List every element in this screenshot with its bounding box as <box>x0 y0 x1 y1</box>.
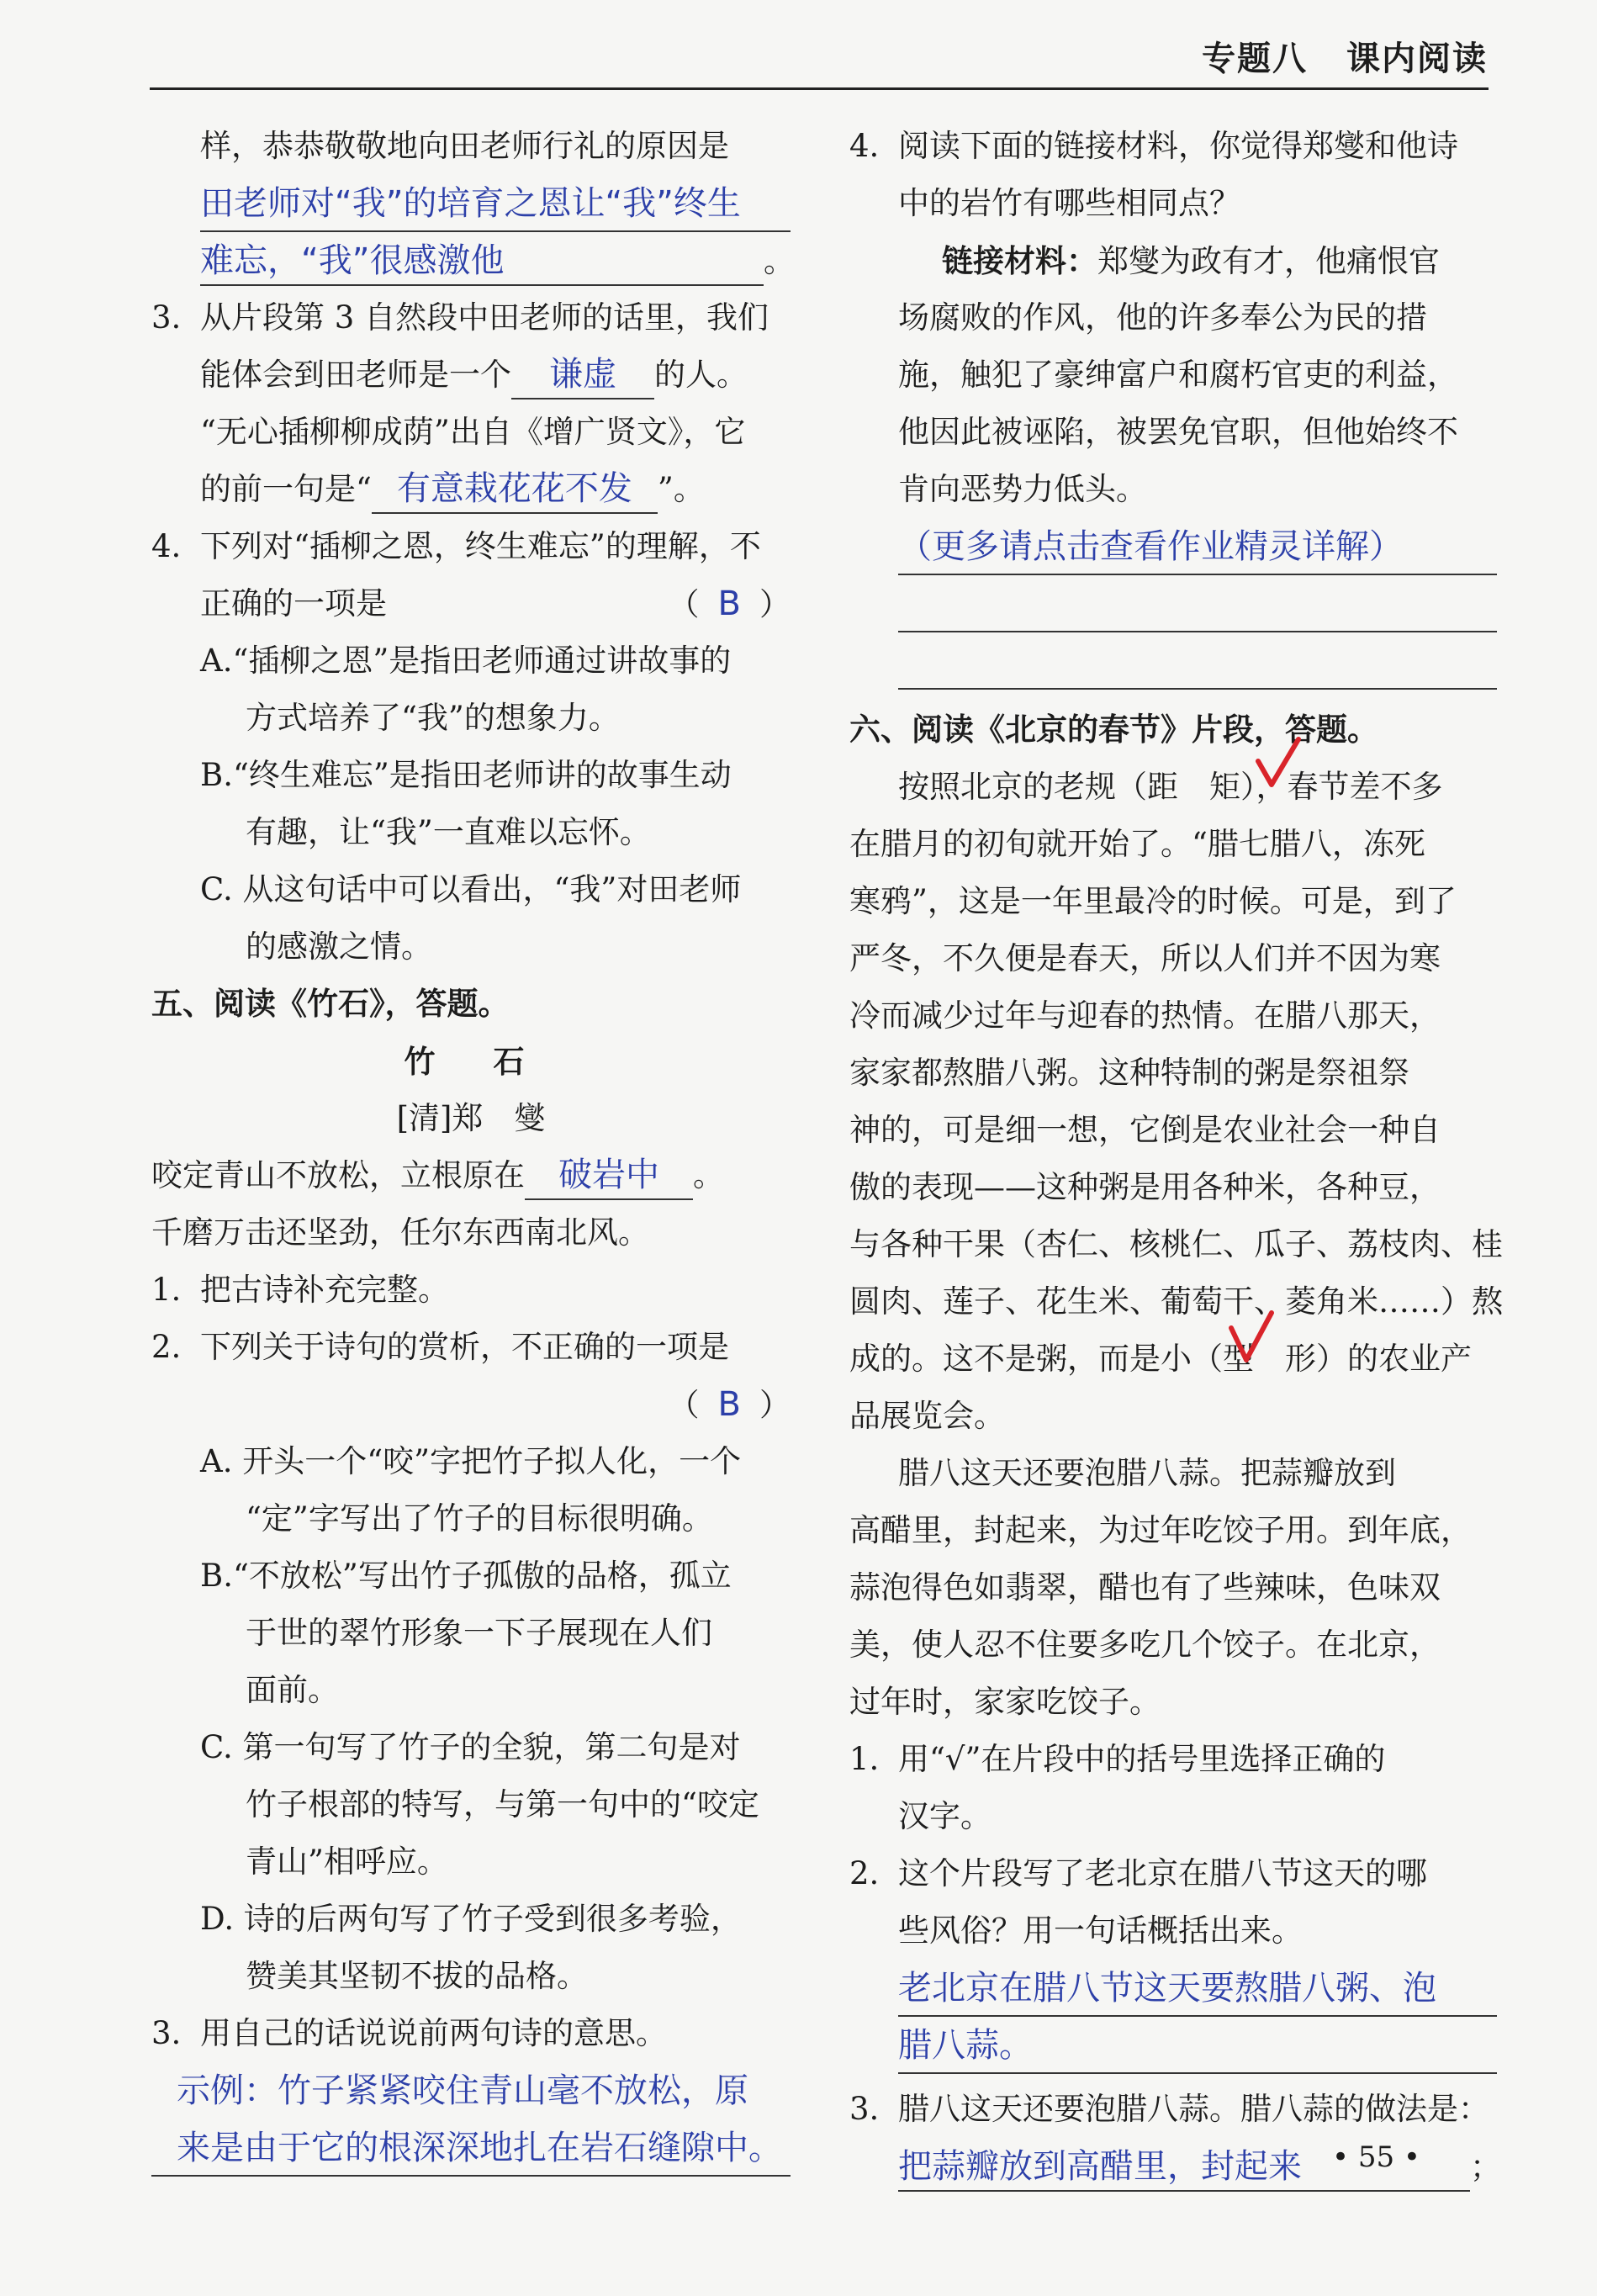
check-mark-icon-3 <box>1226 1308 1277 1367</box>
q2-answer-1: 田老师对“我”的培育之恩让“我”终生 <box>200 184 741 223</box>
q4-line-1 <box>151 518 791 575</box>
passage-b-4: 美，使人忍不住要多吃几个饺子。在北京， <box>849 1627 1441 1663</box>
poem-q3-number: 3. <box>151 2015 182 2051</box>
q2-answer-2: 难忘，“我”很感激他 <box>200 241 505 280</box>
passage-a-2: 在腊月的初旬就开始了。“腊七腊八，冻死 <box>849 826 1425 862</box>
poem-title: 竹 石 <box>404 1043 538 1080</box>
r-q4-answer: （更多请点击查看作业精灵详解） <box>898 527 1403 566</box>
q4-paren-close: ） <box>759 586 791 622</box>
poem-q2-text: 下列关于诗句的赏析，不正确的一项是 <box>200 1329 729 1365</box>
r-s2-number: 2. <box>849 1855 880 1891</box>
q4-paren-open: （ <box>668 586 700 622</box>
poem-line-1-end: 。 <box>693 1157 724 1193</box>
poem-line-1-text: 咬定青山不放松，立根原在 <box>151 1157 525 1193</box>
r-q4-line-1 <box>849 118 1497 175</box>
passage-a-7: 神的，可是细一想，它倒是农业社会一种自 <box>849 1112 1441 1148</box>
r-s2-answer-1: 老北京在腊八节这天要熬腊八粥、泡 <box>898 1969 1436 2008</box>
poem-line-2: 千磨万击还坚劲，任尔东西南北风。 <box>151 1214 649 1251</box>
section-5-heading: 五、阅读《竹石》，答题。 <box>151 986 510 1022</box>
r-s3-text-1: 腊八这天还要泡腊八蒜。腊八蒜的做法是： <box>898 2091 1489 2127</box>
link-material-label: 链接材料： <box>942 242 1097 279</box>
passage-a-1: 按照北京的老规（距 矩），春节差不多 <box>898 769 1443 805</box>
poem-option-c-3: 青山”相呼应。 <box>246 1844 448 1880</box>
poem-q2-choice-answer: B <box>717 1385 741 1424</box>
passage-b-2: 高醋里，封起来，为过年吃饺子用。到年底， <box>849 1512 1472 1548</box>
passage-a-12: 品展览会。 <box>849 1398 1005 1434</box>
header-series: 专题八 <box>1202 40 1309 78</box>
q4-option-b-2: 有趣，让“我”一直难以忘怀。 <box>246 814 651 850</box>
poem-q3-answer-text-1: 示例：竹子紧紧咬住青山毫不放松，原 <box>177 2071 748 2110</box>
poem-blank-answer: 破岩中 <box>525 1151 693 1200</box>
q3-text-4b: ”。 <box>657 471 705 507</box>
poem-q2 <box>151 1319 791 1376</box>
link-material-text-1: 郑燮为政有才，他痛恨官 <box>1097 243 1440 279</box>
poem-q2-paren-open: （ <box>668 1387 700 1423</box>
poem-q2-paren-close: ） <box>759 1387 791 1423</box>
r-q4-answer-line-3 <box>898 632 1497 690</box>
q3-blank-answer-2: 有意栽花花不发 <box>372 465 658 514</box>
passage-b-5: 过年时，家家吃饺子。 <box>849 1684 1161 1720</box>
poem-q1-number: 1. <box>151 1272 182 1308</box>
q4-choice-answer: B <box>717 585 741 623</box>
poem-q3-answer-2 <box>151 2119 791 2177</box>
q4-option-a-1: A.“插柳之恩”是指田老师通过讲故事的 <box>200 643 732 679</box>
r-s1-number: 1. <box>849 1741 880 1777</box>
link-material-3: 施，触犯了豪绅富户和腐朽官吏的利益， <box>898 357 1458 393</box>
passage-a-5: 冷而减少过年与迎春的热情。在腊八那天， <box>849 997 1441 1034</box>
q4-option-b-1: B.“终生难忘”是指田老师讲的故事生动 <box>200 757 732 793</box>
r-s2-answer-2: 腊八蒜。 <box>898 2026 1033 2065</box>
q3-text-1: 从片段第 3 自然段中田老师的话里，我们 <box>200 299 769 336</box>
poem-q3-answer-text-2: 来是由于它的根深深地扎在岩石缝隙中。 <box>177 2129 782 2167</box>
check-mark-icon <box>1253 736 1304 795</box>
q3-text-2a: 能体会到田老师是一个 <box>200 357 511 393</box>
poem-author: [清]郑 燮 <box>396 1100 546 1136</box>
section-6-heading: 六、阅读《北京的春节》片段，答题。 <box>849 712 1378 748</box>
r-q4-line-2: 中的岩竹有哪些相同点？ <box>898 185 1240 221</box>
passage-a-4: 严冬，不久便是春天，所以人们并不因为寒 <box>849 940 1441 976</box>
q3-line-2 <box>151 347 791 404</box>
r-q4-answer-line-1 <box>898 518 1497 575</box>
q2-answer-line-1 <box>200 175 791 232</box>
r-s2-line-2: 些风俗？用一句话概括出来。 <box>898 1912 1303 1949</box>
passage-a-11: 成的。这不是粥，而是小（型 形）的农业产 <box>849 1341 1472 1377</box>
passage-a-8: 傲的表现——这种粥是用各种米，各种豆， <box>849 1169 1441 1205</box>
poem-option-c-2: 竹子根部的特写，与第一句中的“咬定 <box>246 1786 759 1823</box>
q4-option-c-2: 的感激之情。 <box>246 928 432 965</box>
q3-text-2b: 的人。 <box>654 357 748 393</box>
poem-option-a-1: A. 开头一个“咬”字把竹子拟人化，一个 <box>200 1443 742 1479</box>
poem-option-c-1: C. 第一句写了竹子的全貌，第二句是对 <box>200 1729 741 1765</box>
poem-option-d-2: 赞美其坚韧不拔的品格。 <box>246 1958 588 1994</box>
passage-a-9: 与各种干果（杏仁、核桃仁、瓜子、荔枝肉、桂 <box>849 1226 1503 1262</box>
r-s3-line-1 <box>849 2081 1497 2138</box>
r-s3-number: 3. <box>849 2091 880 2127</box>
q4-line-2 <box>151 575 791 632</box>
left-column <box>151 118 795 2177</box>
r-s2-answer-line-1 <box>898 1960 1497 2017</box>
header-rule <box>150 87 1489 90</box>
check-mark-icon-2 <box>1224 0 1274 59</box>
q2-period: 。 <box>764 243 795 279</box>
r-s2-text-1: 这个片段写了老北京在腊八节这天的哪 <box>898 1855 1427 1891</box>
poem-option-a-2: “定”字写出了竹子的目标很明确。 <box>246 1500 713 1537</box>
poem-q3 <box>151 2005 791 2062</box>
q2-answer-line-2 <box>200 232 764 286</box>
r-s1-line-1 <box>849 1731 1497 1788</box>
r-s2-line-1 <box>849 1845 1497 1902</box>
link-material-4: 他因此被诬陷，被罢免官职，但他始终不 <box>898 414 1458 450</box>
poem-option-b-2: 于世的翠竹形象一下子展现在人们 <box>246 1615 712 1651</box>
q4-choice <box>669 575 791 633</box>
q4-text-1: 下列对“插柳之恩，终生难忘”的理解，不 <box>200 528 761 564</box>
right-column <box>849 118 1503 2195</box>
r-q4-number: 4. <box>849 128 880 164</box>
q4-option-a-2: 方式培养了“我”的想象力。 <box>246 700 620 736</box>
link-material-2: 场腐败的作风，他的许多奉公为民的措 <box>898 299 1427 336</box>
poem-q3-answer-1 <box>151 2062 791 2119</box>
r-s1-text-1: 用“√”在片段中的括号里选择正确的 <box>898 1741 1386 1777</box>
poem-q2-number: 2. <box>151 1329 182 1365</box>
header-topic: 课内阅读 <box>1346 40 1488 78</box>
q3-line-1 <box>151 289 791 347</box>
q4-option-c-1: C. 从这句话中可以看出，“我”对田老师 <box>200 871 742 907</box>
q3-line-3: “无心插柳柳成荫”出自《增广贤文》，它 <box>200 414 746 450</box>
r-q4-text-1: 阅读下面的链接材料，你觉得郑燮和他诗 <box>898 128 1458 164</box>
q3-line-4 <box>151 461 791 518</box>
passage-a-3: 寒鸦”，这是一年里最冷的时候。可是，到了 <box>849 883 1457 919</box>
q3-text-4a: 的前一句是“ <box>200 471 372 507</box>
r-s1-line-2: 汉字。 <box>898 1798 992 1834</box>
passage-a-10: 圆肉、莲子、花生米、葡萄干、菱角米……）熬 <box>849 1283 1503 1320</box>
passage-b-3: 蒜泡得色如翡翠，醋也有了些辣味，色味双 <box>849 1569 1441 1606</box>
q2-continuation: 样，恭恭敬敬地向田老师行礼的原因是 <box>200 128 729 164</box>
poem-q1-text: 把古诗补充完整。 <box>200 1272 449 1308</box>
link-material-1 <box>849 232 1497 289</box>
q2-answer-row-2 <box>151 232 795 289</box>
passage-b-1: 腊八这天还要泡腊八蒜。把蒜瓣放到 <box>898 1455 1396 1491</box>
q4-number: 4. <box>151 528 182 564</box>
q3-number: 3. <box>151 299 182 336</box>
poem-option-d-1: D. 诗的后两句写了竹子受到很多考验， <box>200 1901 742 1937</box>
r-q4-answer-line-2 <box>898 575 1497 632</box>
poem-option-b-3: 面前。 <box>246 1672 339 1708</box>
q3-blank-answer: 谦虚 <box>511 351 654 399</box>
r-s3-semicolon: ； <box>1470 2149 1501 2185</box>
poem-q2-choice <box>151 1376 791 1433</box>
page-number: • 55 • <box>1332 2140 1420 2174</box>
poem-line-1 <box>151 1147 791 1204</box>
q4-text-2: 正确的一项是 <box>200 585 387 622</box>
link-material-5: 肯向恶势力低头。 <box>898 471 1147 507</box>
r-s2-answer-line-2 <box>898 2017 1497 2074</box>
poem-q3-text: 用自己的话说说前两句诗的意思。 <box>200 2015 667 2051</box>
passage-a-6: 家家都熬腊八粥。这种特制的粥是祭祖祭 <box>849 1055 1409 1091</box>
poem-option-b-1: B.“不放松”写出竹子孤傲的品格，孤立 <box>200 1558 732 1594</box>
poem-q1 <box>151 1262 791 1319</box>
r-s3-answer: 把蒜瓣放到高醋里，封起来 <box>898 2147 1302 2186</box>
